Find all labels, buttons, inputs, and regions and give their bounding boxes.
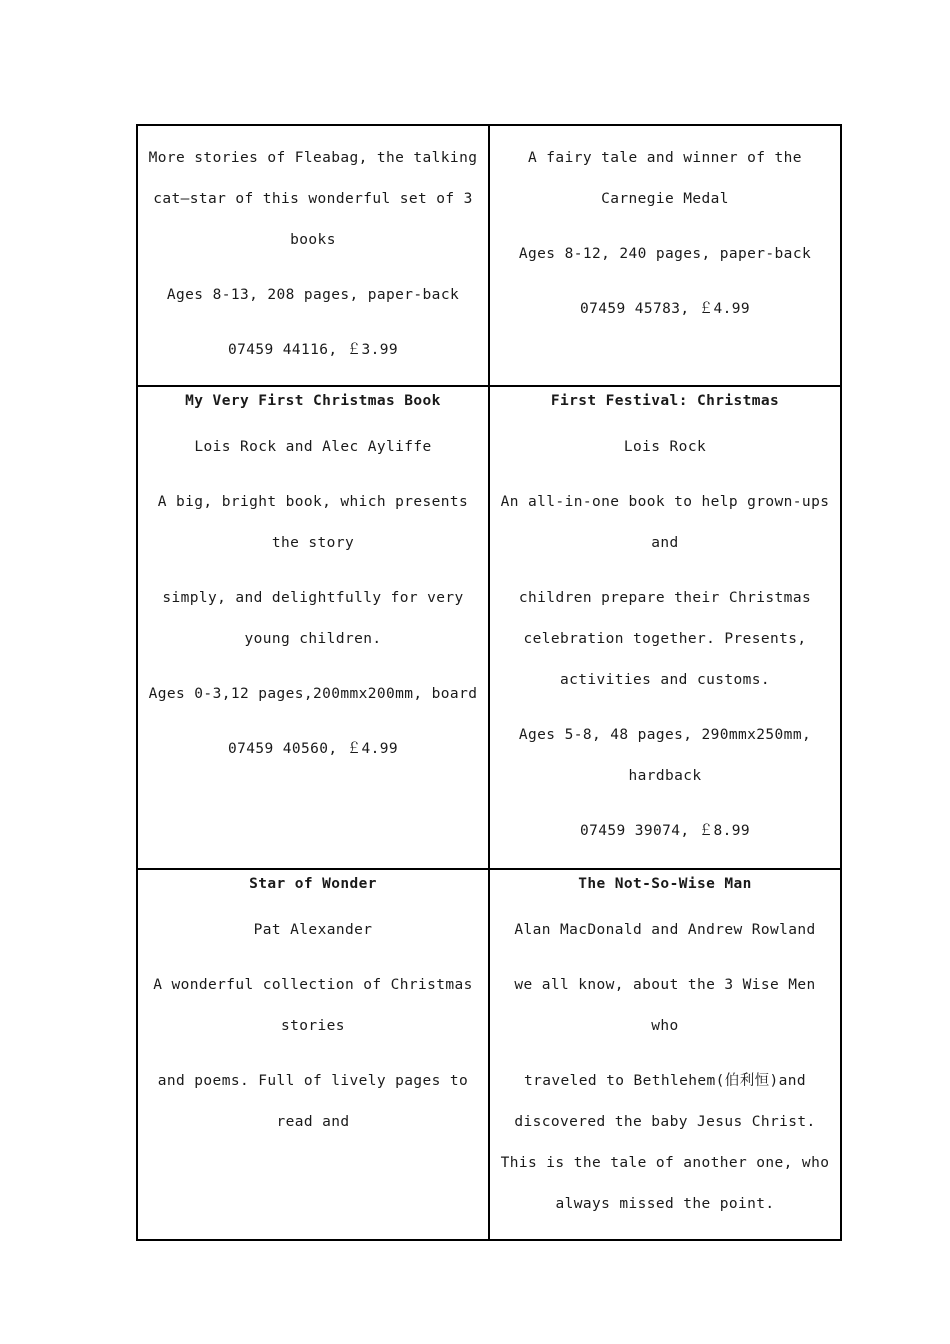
book-title: First Festival: Christmas (550, 393, 780, 409)
book-description-continued: simply, and delightfully for very young children. (162, 590, 464, 647)
book-cell-first-festival-christmas (489, 386, 841, 869)
book-description: An all-in-one book to help grown-ups and (500, 494, 830, 551)
book-isbn-price: 07459 44116, ￡3.99 (227, 342, 399, 358)
book-title: The Not-So-Wise Man (578, 876, 752, 892)
book-description: A big, bright book, which presents the story (157, 494, 469, 551)
book-details: Ages 8-12, 240 pages, paper-back (518, 246, 812, 262)
book-authors: Lois Rock and Alec Ayliffe (194, 439, 432, 455)
table-row (137, 125, 841, 386)
book-authors: Pat Alexander (253, 922, 373, 938)
book-cell-not-so-wise-man (489, 869, 841, 1240)
book-description: More stories of Fleabag, the talking cat—star of this wonderful set of 3 books (148, 150, 478, 248)
book-cell-star-of-wonder (137, 869, 489, 1240)
table-row (137, 386, 841, 869)
book-isbn-price: 07459 45783, ￡4.99 (579, 301, 751, 317)
book-cell-my-very-first-christmas-book (137, 386, 489, 869)
book-isbn-price: 07459 39074, ￡8.99 (579, 823, 751, 839)
book-description: A fairy tale and winner of the Carnegie Medal (528, 150, 802, 207)
book-isbn-price: 07459 40560, ￡4.99 (227, 741, 399, 757)
book-catalog-table (136, 124, 842, 1241)
book-authors: Lois Rock (623, 439, 707, 455)
book-details: Ages 0-3,12 pages,200mmx200mm, board (148, 686, 478, 702)
book-authors: Alan MacDonald and Andrew Rowland (514, 922, 816, 938)
book-details: Ages 5-8, 48 pages, 290mmx250mm, hardback (518, 727, 812, 784)
book-description: we all know, about the 3 Wise Men who (514, 977, 816, 1034)
book-description: A wonderful collection of Christmas stories (153, 977, 473, 1034)
book-cell-fleabag (137, 125, 489, 386)
book-title: Star of Wonder (249, 876, 377, 892)
table-row (137, 869, 841, 1240)
book-description-continued: traveled to Bethlehem(伯利恒)and discovered the baby Jesus Christ. This is the tale of another one, who always missed the point. (500, 1073, 830, 1212)
book-description-continued: and poems. Full of lively pages to read and (157, 1073, 469, 1130)
book-description-continued: children prepare their Christmas celebration together. Presents, activities and customs. (518, 590, 812, 688)
book-title: My Very First Christmas Book (185, 393, 441, 409)
book-cell-carnegie (489, 125, 841, 386)
book-details: Ages 8-13, 208 pages, paper-back (166, 287, 460, 303)
